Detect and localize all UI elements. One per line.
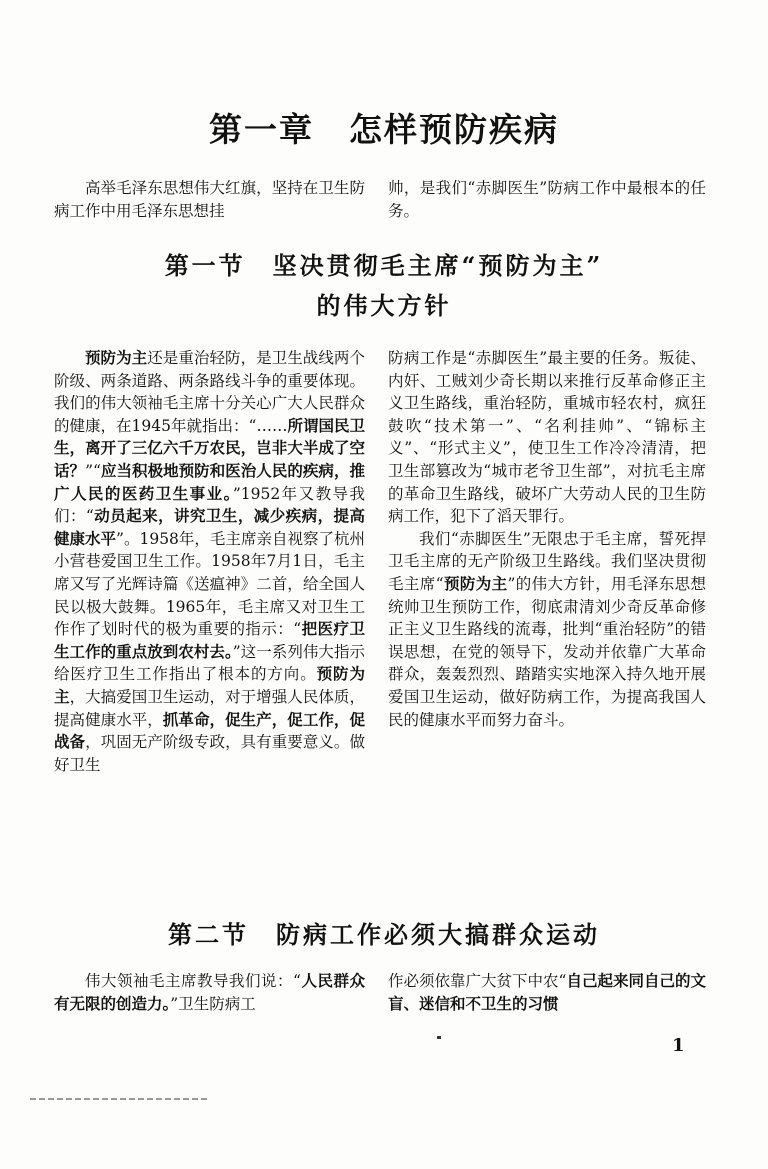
text-run: 还是重治轻防，是卫生战线两个阶级、两条道路、两条路线斗争的重要体现。我们的伟大领袖毛主席十分关心广大人民群众的健康，在1945年就指出：“……: [54, 349, 365, 435]
section-1-heading: [0, 246, 768, 326]
bold-phrase: 预防为主: [85, 348, 148, 367]
section-2-right-column: [388, 970, 706, 1015]
text-run: ”。1958年，毛主席亲自视察了杭州小营巷爱国卫生工作。1958年7月1日，毛主席又写了光辉诗篇《送瘟神》二首，给全国人民以极大鼓舞。1965年，毛主席又对卫生工作作了划时代的极为重要的指示：“: [54, 529, 365, 639]
text-run: 作必须依靠广大贫下中农“: [388, 972, 567, 990]
quote-bold: 应当积极地预防和医治人民的疾病，推广人民的医药卫生事业。: [54, 460, 365, 503]
section-1-paragraph-1: [54, 347, 365, 776]
text-run: ”1952年又教导我们：“: [54, 484, 365, 526]
scan-speck: [437, 1036, 441, 1039]
text-run: ”这一系列伟大指示给医疗卫生工作指出了根本的方向。: [54, 642, 365, 684]
section-2-paragraph-1: [54, 970, 365, 1015]
bold-phrase: 抓革命，促生产，促工作，促战备: [54, 709, 365, 752]
page-number: 1: [672, 1035, 685, 1056]
text-run: ”卫生防病工: [170, 994, 256, 1013]
intro-left-column: [54, 177, 365, 222]
text-run: ”的伟大方针，用毛泽东思想统帅卫生预防工作，彻底肃清刘少奇反革命修正主义卫生路线的流毒，批判“重治轻防”的错误思想，在党的领导下，发动并依靠广大革命群众，轰轰烈烈、踏踏实实地深入持久地开展爱国卫生运动，做好防病工作，为提高我国人民的健康水平而努力奋斗。: [388, 574, 706, 729]
bold-phrase: 预防为主: [54, 664, 365, 706]
intro-paragraph-start: 高举毛泽东思想伟大红旗，坚持在卫生防病工作中用毛泽东思想挂: [54, 179, 365, 220]
text-run: ，巩固无产阶级专政，具有重要意义。做好卫生: [54, 733, 365, 774]
section-2-paragraph-1-continued: [388, 970, 706, 1015]
quote-bold: 人民群众有无限的创造力。: [54, 971, 365, 1013]
quote-bold: 所谓国民卫生，离开了三亿六千万农民，岂非大半成了空话？: [54, 415, 365, 480]
text-run: 我们“赤脚医生”无限忠于毛主席，誓死捍卫毛主席的无产阶级卫生路线。我们坚决贯彻毛主席“: [388, 529, 706, 593]
section-1-paragraph-1-continued: 防病工作是“赤脚医生”最主要的任务。叛徒、内奸、工贼刘少奇长期以来推行反革命修正主义卫生路线，重治轻防，重城市轻农村，疯狂鼓吹“技术第一”、“名利挂帅”、“锦标主义”、“形式主义”，使卫生工作冷冷清清，把卫生部篡改为“城市老爷卫生部”，对抗毛主席的革命卫生路线，破坏广大劳动人民的卫生防病工作，犯下了滔天罪行。: [388, 349, 706, 526]
intro-right-column: [388, 177, 706, 222]
text-run: 伟大领袖毛主席教导我们说：“: [85, 972, 301, 990]
section-1-title-line-2: 的伟大方针: [316, 291, 452, 320]
chapter-title: 第一章 怎样预防疾病: [209, 110, 559, 149]
text-run: ”“: [85, 461, 101, 480]
text-run: ，大搞爱国卫生运动，对于增强人民体质，提高健康水平，: [54, 687, 365, 729]
section-1-left-column: [54, 347, 365, 895]
section-1-title-line-1: 第一节 坚决贯彻毛主席“预防为主”: [164, 251, 604, 280]
section-1-paragraph-2: [388, 528, 706, 731]
bold-phrase: 预防为主: [443, 573, 508, 593]
quote-bold: 自己起来同自己的文盲、迷信和不卫生的习惯: [388, 971, 706, 1013]
section-2-left-column: [54, 970, 365, 1015]
section-1-right-column: [388, 347, 706, 895]
intro-paragraph-end: 帅，是我们“赤脚医生”防病工作中最根本的任务。: [388, 179, 706, 220]
quote-bold: 动员起来，讲究卫生，减少疾病，提高健康水平: [54, 506, 365, 548]
scan-artifact-line: [30, 1098, 210, 1100]
section-2-title: 第二节 防病工作必须大搞群众运动: [168, 920, 600, 949]
section-2-heading: [0, 915, 768, 955]
quote-bold: 把医疗卫生工作的重点放到农村去。: [54, 619, 365, 661]
